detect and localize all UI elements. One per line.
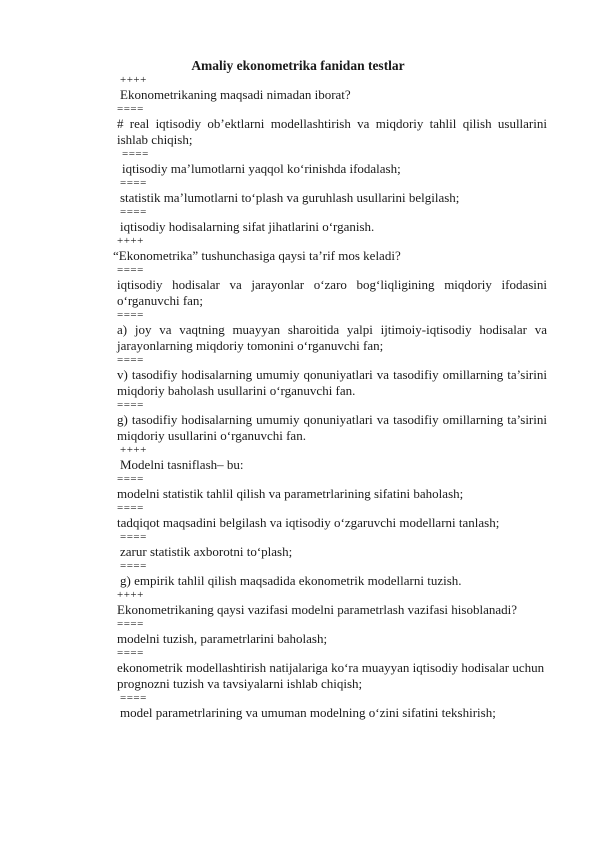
answer-option: ekonometrik modellashtirish natijalariga ko‘ra muayyan iqtisodiy hodisalar uchun prognozni tuzish va tavsiyalarni ishlab chiqish; — [117, 660, 545, 691]
separator: ==== — [117, 264, 144, 276]
separator: ==== — [120, 560, 147, 572]
separator: ==== — [117, 103, 144, 115]
answer-option: a) joy va vaqtning muayyan sharoitida yalpi ijtimoiy-iqtisodiy hodisalar va jarayonlarning miqdoriy tomonini o‘rganuvchi fan; — [117, 322, 547, 353]
answer-option: iqtisodiy hodisalar va jarayonlar o‘zaro bog‘liqligining miqdoriy ifodasini o‘rganuvchi fan; — [117, 277, 547, 308]
separator: ==== — [117, 618, 144, 630]
answer-option: model parametrlarining va umuman modelning o‘zini sifatini tekshirish; — [120, 705, 496, 720]
question-text: Ekonometrikaning qaysi vazifasi modelni parametrlash vazifasi hisoblanadi? — [117, 602, 517, 617]
separator: ==== — [122, 148, 149, 160]
question-text: Modelni tasniflash– bu: — [120, 457, 244, 472]
answer-option: g) tasodifiy hodisalarning umumiy qonuniyatlari va tasodifiy omillarning ta’sirini miqdoriy usullarini o‘rganuvchi fan. — [117, 412, 547, 443]
separator: ==== — [117, 502, 144, 514]
test-list — [113, 74, 547, 721]
separator: ++++ — [120, 444, 147, 456]
separator: ==== — [117, 309, 144, 321]
answer-option: g) empirik tahlil qilish maqsadida ekonometrik modellarni tuzish. — [120, 573, 462, 588]
separator: ==== — [120, 692, 147, 704]
answer-option: modelni tuzish, parametrlarini baholash; — [117, 631, 328, 646]
separator: ==== — [117, 473, 144, 485]
answer-option: iqtisodiy hodisalarning sifat jihatlarini o‘rganish. — [120, 219, 375, 234]
separator: ==== — [120, 177, 147, 189]
separator: ==== — [117, 399, 144, 411]
separator: ++++ — [120, 74, 147, 86]
separator: ==== — [117, 647, 144, 659]
answer-option: v) tasodifiy hodisalarning umumiy qonuniyatlari va tasodifiy omillarning ta’sirini miqdoriy baholash usullarini o‘rganuvchi fan. — [117, 367, 547, 398]
question-text: Ekonometrikaning maqsadi nimadan iborat? — [120, 87, 351, 102]
separator: ++++ — [117, 235, 144, 247]
answer-option: zarur statistik axborotni to‘plash; — [120, 544, 293, 559]
separator: ==== — [120, 531, 147, 543]
answer-option: modelni statistik tahlil qilish va parametrlarining sifatini baholash; — [117, 486, 464, 501]
page-title: Amaliy ekonometrika fanidan testlar — [191, 58, 405, 73]
answer-option: # real iqtisodiy ob’ektlarni modellashtirish va miqdoriy tahlil qilish usullarini ishlab chiqish; — [117, 116, 547, 147]
answer-option: iqtisodiy ma’lumotlarni yaqqol ko‘rinishda ifodalash; — [122, 161, 401, 176]
question-text: “Ekonometrika” tushunchasiga qaysi ta’rif mos keladi? — [113, 248, 401, 263]
separator: ==== — [120, 206, 147, 218]
answer-option: statistik ma’lumotlarni to‘plash va guruhlash usullarini belgilash; — [120, 190, 460, 205]
separator: ++++ — [117, 589, 144, 601]
separator: ==== — [117, 354, 144, 366]
answer-option: tadqiqot maqsadini belgilash va iqtisodiy o‘zgaruvchi modellarni tanlash; — [117, 515, 500, 530]
